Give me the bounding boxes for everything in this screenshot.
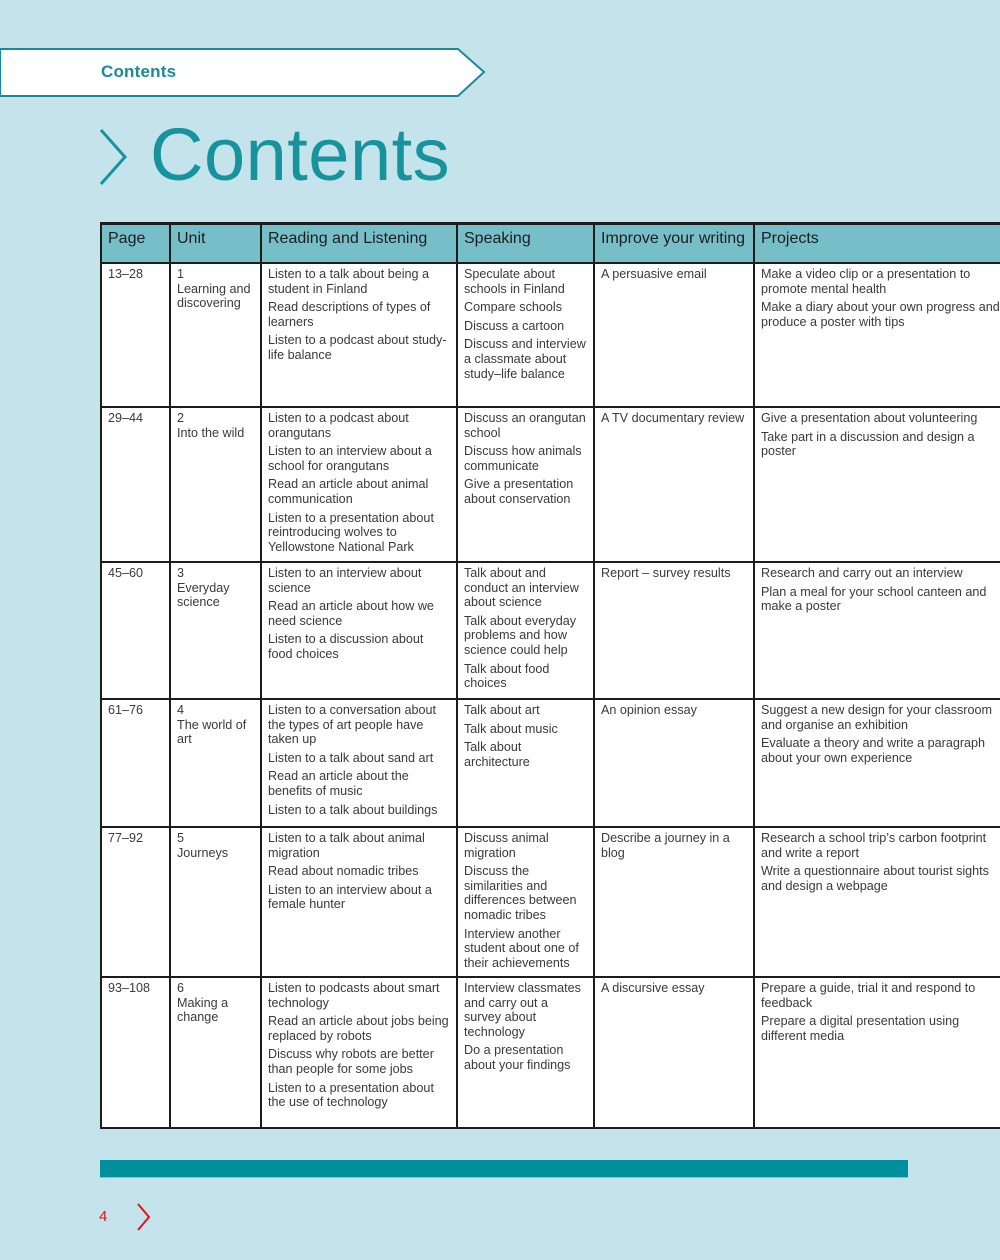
- list-item: Listen to podcasts about smart technology: [268, 981, 440, 1010]
- list-item: Listen to an interview about a female hunter: [268, 882, 432, 912]
- list-item: A discursive essay: [601, 981, 705, 995]
- list-item: Listen to an interview about a school for orangutans: [268, 444, 432, 473]
- table-row: [101, 562, 1000, 699]
- list-item: Evaluate a theory and write a paragraph about your own experience: [761, 736, 986, 765]
- projects-cell: [754, 407, 1000, 562]
- list-item: Listen to an interview about science: [268, 566, 422, 595]
- list-item: Listen to a podcast about orangutans: [268, 411, 409, 440]
- list-item: Make a diary about your own progress and produce a poster with tips: [761, 300, 1000, 329]
- list-item: Discuss animal migration: [464, 831, 549, 860]
- list-item: Make a video clip or a presentation to promote mental health: [761, 267, 971, 296]
- list-item: A persuasive email: [601, 267, 707, 281]
- speaking-cell: [457, 562, 594, 699]
- list-item: Listen to a podcast about study-life balance: [268, 333, 447, 362]
- list-item: Listen to a talk about animal migration: [268, 831, 425, 860]
- list-item: Talk about architecture: [464, 740, 530, 769]
- writing-cell: [594, 562, 754, 699]
- table-row: [101, 699, 1000, 827]
- list-item: Research a school trip’s carbon footprint and write a report: [761, 831, 987, 860]
- list-item: Discuss why robots are better than people for some jobs: [268, 1047, 434, 1076]
- list-item: A TV documentary review: [601, 411, 745, 425]
- projects-cell: [754, 827, 1000, 977]
- column-header-writing: Improve your writing: [594, 224, 754, 264]
- speaking-cell: [457, 977, 594, 1128]
- list-item: Compare schools: [464, 300, 562, 315]
- table-row: [101, 977, 1000, 1128]
- table-row: [101, 407, 1000, 562]
- list-item: Talk about everyday problems and how science could help: [464, 613, 577, 657]
- page-number: 4: [99, 1208, 108, 1225]
- projects-cell: [754, 263, 1000, 407]
- list-item: Listen to a talk about sand art: [268, 750, 434, 765]
- unit-number: 2: [177, 411, 185, 425]
- page-title: Contents: [150, 113, 451, 196]
- table-header-row: [101, 224, 1000, 264]
- list-item: Take part in a discussion and design a poster: [761, 429, 975, 459]
- list-item: Prepare a guide, trial it and respond to feedback: [761, 981, 976, 1010]
- reading-listening-cell: [261, 263, 457, 407]
- column-header-reading-listening: Reading and Listening: [261, 224, 457, 264]
- list-item: Give a presentation about conservation: [464, 477, 574, 506]
- unit-cell: [170, 699, 261, 827]
- table-row: [101, 263, 1000, 407]
- list-item: Suggest a new design for your classroom and organise an exhibition: [761, 703, 993, 732]
- unit-title: The world of art: [177, 717, 247, 747]
- writing-cell: [594, 977, 754, 1128]
- list-item: Discuss and interview a classmate about study–life balance: [464, 337, 586, 381]
- list-item: Read an article about animal communication: [268, 477, 429, 506]
- unit-title: Everyday science: [177, 580, 230, 610]
- unit-cell: [170, 977, 261, 1128]
- list-item: Talk about art: [464, 703, 540, 717]
- list-item: Discuss how animals communicate: [464, 444, 582, 473]
- unit-number: 6: [177, 981, 185, 995]
- page-range: 29–44: [101, 407, 170, 562]
- speaking-cell: [457, 407, 594, 562]
- unit-cell: [170, 407, 261, 562]
- unit-title: Making a change: [177, 995, 229, 1025]
- reading-listening-cell: [261, 827, 457, 977]
- list-item: Prepare a digital presentation using different media: [761, 1014, 960, 1043]
- list-item: An opinion essay: [601, 703, 697, 717]
- unit-number: 5: [177, 831, 185, 845]
- list-item: Discuss an orangutan school: [464, 411, 586, 440]
- list-item: Discuss a cartoon: [464, 318, 565, 333]
- reading-listening-cell: [261, 562, 457, 699]
- speaking-cell: [457, 827, 594, 977]
- list-item: Give a presentation about volunteering: [761, 411, 978, 425]
- list-item: Talk about food choices: [464, 661, 550, 691]
- unit-number: 3: [177, 566, 185, 580]
- banner-label: Contents: [101, 62, 177, 81]
- chevron-right-icon: [136, 1202, 152, 1232]
- writing-cell: [594, 263, 754, 407]
- writing-cell: [594, 827, 754, 977]
- list-item: Report – survey results: [601, 566, 731, 580]
- reading-listening-cell: [261, 407, 457, 562]
- unit-number: 4: [177, 703, 185, 717]
- list-item: Read about nomadic tribes: [268, 864, 419, 879]
- list-item: Listen to a talk about being a student in Finland: [268, 267, 430, 296]
- writing-cell: [594, 699, 754, 827]
- page-range: 13–28: [101, 263, 170, 407]
- list-item: Listen to a discussion about food choices: [268, 632, 424, 661]
- list-item: Talk about and conduct an interview about science: [464, 566, 579, 610]
- list-item: Write a questionnaire about tourist sights and design a webpage: [761, 864, 989, 893]
- banner-arrow-shape: [0, 48, 486, 98]
- reading-listening-cell: [261, 977, 457, 1128]
- speaking-cell: [457, 263, 594, 407]
- page-range: 45–60: [101, 562, 170, 699]
- page-range: 61–76: [101, 699, 170, 827]
- list-item: Listen to a talk about buildings: [268, 802, 438, 817]
- list-item: Interview classmates and carry out a survey about technology: [464, 981, 581, 1039]
- column-header-speaking: Speaking: [457, 224, 594, 264]
- unit-cell: [170, 263, 261, 407]
- list-item: Listen to a presentation about reintroducing wolves to Yellowstone National Park: [268, 510, 434, 554]
- list-item: Listen to a conversation about the types of art people have taken up: [268, 703, 437, 747]
- unit-title: Learning and discovering: [177, 281, 251, 311]
- list-item: Talk about music: [464, 721, 558, 736]
- list-item: Speculate about schools in Finland: [464, 267, 565, 296]
- writing-cell: [594, 407, 754, 562]
- table-row: [101, 827, 1000, 977]
- contents-table: [100, 222, 1000, 1129]
- footer-bar: [100, 1160, 908, 1178]
- projects-cell: [754, 977, 1000, 1128]
- page-range: 93–108: [101, 977, 170, 1128]
- column-header-unit: Unit: [170, 224, 261, 264]
- unit-cell: [170, 827, 261, 977]
- unit-title: Journeys: [177, 845, 229, 860]
- unit-number: 1: [177, 267, 185, 281]
- page-range: 77–92: [101, 827, 170, 977]
- projects-cell: [754, 562, 1000, 699]
- chevron-right-icon: [98, 128, 128, 186]
- unit-cell: [170, 562, 261, 699]
- list-item: Read descriptions of types of learners: [268, 300, 431, 329]
- list-item: Describe a journey in a blog: [601, 831, 730, 860]
- list-item: Do a presentation about your findings: [464, 1043, 571, 1072]
- unit-title: Into the wild: [177, 425, 245, 440]
- column-header-page: Page: [101, 224, 170, 264]
- list-item: Read an article about how we need science: [268, 599, 434, 628]
- speaking-cell: [457, 699, 594, 827]
- list-item: Interview another student about one of their achievements: [464, 926, 579, 970]
- section-banner: [0, 48, 486, 98]
- list-item: Plan a meal for your school canteen and make a poster: [761, 584, 987, 614]
- projects-cell: [754, 699, 1000, 827]
- list-item: Listen to a presentation about the use of technology: [268, 1080, 434, 1110]
- list-item: Research and carry out an interview: [761, 566, 963, 580]
- column-header-projects: Projects: [754, 224, 1000, 264]
- reading-listening-cell: [261, 699, 457, 827]
- list-item: Read an article about the benefits of music: [268, 769, 409, 798]
- list-item: Discuss the similarities and differences between nomadic tribes: [464, 864, 577, 922]
- list-item: Read an article about jobs being replaced by robots: [268, 1014, 449, 1043]
